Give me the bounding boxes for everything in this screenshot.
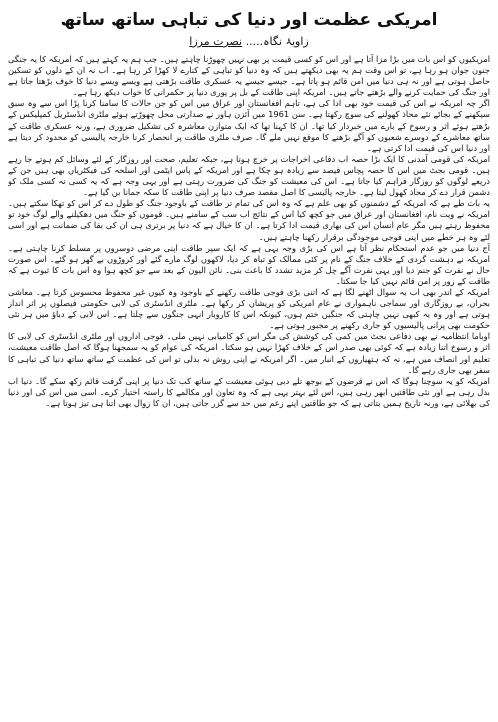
- article-paragraph: اوباما انتظامیہ نے بھی دفاعی بجٹ میں کمی کی کوشش کی مگر اس کو کامیابی نہیں ملی۔ فوجی اداروں اور ملٹری انڈسٹری کی لابی کا اثر و رسوخ اتنا زیادہ ہے کہ کوئی بھی صدر اس کے خلاف کھڑا نہیں ہو سکتا۔ امریکہ کی عوام کو یہ سمجھنا ہوگا کہ اصل طاقت معیشت، تعلیم اور انصاف میں ہے، نہ کہ ہتھیاروں کے انبار میں۔ اگر امریکہ نے اپنی روش نہ بدلی تو اس کی عظمت کے ساتھ ساتھ دنیا کی تباہی کا سفر بھی جاری رہے گا۔: [8, 331, 490, 375]
- article-paragraph: امریکہ کو یہ سوچنا ہوگا کہ اس نے قرضوں کے بوجھ تلے دبی ہوئی معیشت کے ساتھ کب تک دنیا پر اپنی گرفت قائم رکھ سکے گا۔ دنیا اب بدل رہی ہے اور نئی طاقتیں ابھر رہی ہیں، اس لئے بہتر یہی ہے کہ وہ تعاون اور مکالمے کا راستہ اختیار کرے۔ اسی میں اس کی اور دنیا کی بھلائی ہے، ورنہ تاریخ ہمیں بتاتی ہے کہ جو طاقتیں اپنے زعم میں حد سے گزر جاتی ہیں، ان کا زوال بھی اتنا ہی تیز ہوتا ہے۔: [8, 375, 490, 408]
- article-paragraph: اگر چہ امریکہ نے اس کی قیمت خود بھی ادا کی ہے، تاہم افغانستان اور عراق میں اس کو جن حالات کا سامنا کرنا پڑا اس سے وہ سبق سیکھنے کے بجائے نئے محاذ کھولنے کی سوچ رکھتا ہے۔ سن 1961 میں آئزن ہاور نے صدارتی محل چھوڑتے ہوئے ملٹری انڈسٹریل کمپلیکس کے بڑھتے ہوئے اثر و رسوخ کے بارے میں خبردار کیا تھا۔ ان کا کہنا تھا کہ ایک متوازن معاشرہ کی تشکیل ضروری ہے، ورنہ عسکری طاقت کے ساتھ معاشرے کے دوسرے شعبوں کو آگے بڑھنے کا موقع نہیں ملے گا۔ صرف ملٹری طاقت پر انحصار کرنا خارجہ پالیسی کو محدود کر دیتا ہے اور دنیا اس کی قیمت ادا کرتی ہے۔: [8, 98, 490, 153]
- article-paragraph: امریکہ کے اندر بھی اب یہ سوال اٹھنے لگا ہے کہ اتنی بڑی فوجی طاقت رکھنے کے باوجود وہ کیوں غیر محفوظ محسوس کرتا ہے۔ معاشی بحران، بے روزگاری اور سماجی ناہمواری نے عام امریکی کو پریشان کر رکھا ہے۔ ملٹری انڈسٹری کی لابی حکومتی فیصلوں پر اثر انداز ہوتی ہے اور وہ یہ کبھی نہیں چاہتی کہ جنگیں ختم ہوں، کیونکہ اس کا کاروبار انہی جنگوں سے چلتا ہے۔ اس لابی کے دباؤ میں ہر نئی حکومت بھی پرانی پالیسیوں کو جاری رکھنے پر مجبور ہوتی ہے۔: [8, 286, 490, 331]
- article-paragraph: امریکہ کی قومی آمدنی کا ایک بڑا حصہ اب دفاعی اخراجات پر خرچ ہوتا ہے، جبکہ تعلیم، صحت اور روزگار کے لئے وسائل کم ہوتے جا رہے ہیں۔ قومی بجٹ میں اس کا حصہ پچاس فیصد سے زیادہ ہو چکا ہے اور امریکہ کے پاس ایٹمی اور اسلحہ کی فیکٹریاں بھی ہیں جن کے ذریعے لوگوں کو روزگار فراہم کیا جاتا ہے۔ اس کی معیشت کو جنگ کی ضرورت رہتی ہے اور یہی وجہ ہے کہ یہ کسی نہ کسی ملک کو دشمن قرار دے کر محاذ کھول لیتا ہے۔ خارجہ پالیسی کا اصل مقصد صرف دنیا پر اپنی طاقت کا سکہ جمانا بن گیا ہے۔: [8, 153, 490, 198]
- article-body: [8, 54, 490, 718]
- article-paragraph: آج دنیا میں جو عدم استحکام نظر آتا ہے اس کی بڑی وجہ یہی ہے کہ ایک سپر طاقت اپنی مرضی دوسروں پر مسلط کرنا چاہتی ہے۔ امریکہ نے دہشت گردی کے خلاف جنگ کے نام پر کئی ممالک کو تباہ کر دیا، لاکھوں لوگ مارے گئے اور کروڑوں بے گھر ہو گئے۔ اس صورت حال نے نفرت کو جنم دیا اور یہی نفرت آگے چل کر مزید تشدد کا باعث بنی۔ نائن الیون کے بعد سے جو کچھ ہوا وہ اس بات کا ثبوت ہے کہ طاقت کے زور پر امن قائم نہیں کیا جا سکتا۔: [8, 242, 490, 286]
- article-byline: [8, 34, 490, 50]
- byline-author: نصرت مرزا: [189, 35, 243, 48]
- article-headline: امریکی عظمت اور دنیا کی تباہی ساتھ ساتھ: [60, 10, 438, 30]
- article-paragraph: یہ بات طے ہے کہ امریکہ کے دشمنوں کو بھی علم ہے کہ وہ اس کی تمام تر طاقت کے باوجود جنگ کو طول دے کر اس کو تھکا سکتے ہیں۔ امریکہ نے ویت نام، افغانستان اور عراق میں جو کچھ کیا اس کے نتائج اب سب کے سامنے ہیں۔ قوموں کو جنگ میں دھکیلنے والے لوگ خود تو محفوظ رہتے ہیں مگر عام انسان اس کی بھاری قیمت ادا کرتا ہے۔ ان کا خیال ہے کہ دنیا پر برتری ہی ان کی بقا کی ضمانت ہے اور اسی لئے وہ ہر خطے میں اپنی فوجی موجودگی برقرار رکھنا چاہتے ہیں۔: [8, 198, 490, 242]
- article-paragraph: امریکیوں کو اس بات میں بڑا مزا آتا ہے اور اس کو کسی قیمت پر بھی نہیں چھوڑنا چاہتے ہیں۔ جب ہم یہ کہتے ہیں کہ امریکہ کا یہ جنگی جنون جوان ہو رہا ہے، تو اس وقت ہم یہ بھی دیکھتے ہیں کہ وہ دنیا کو تباہی کے کنارے لا کھڑا کر رہا ہے۔ اب نہ ان کے دلوں کو تسکین حاصل ہوتی ہے اور نہ ہی دنیا میں امن قائم ہو پاتا ہے۔ جیسے جیسے یہ عسکری طاقت بڑھتی ہے ویسے ویسے دنیا کا خوف بڑھتا جاتا ہے اور جنگ کی حمایت کرنے والے بڑھتے جاتے ہیں۔ امریکہ اپنی طاقت کے بل پر پوری دنیا پر حکمرانی کا خواب دیکھ رہا ہے۔: [8, 54, 490, 98]
- byline-label: زاویۂ نگاہ.....: [245, 35, 309, 48]
